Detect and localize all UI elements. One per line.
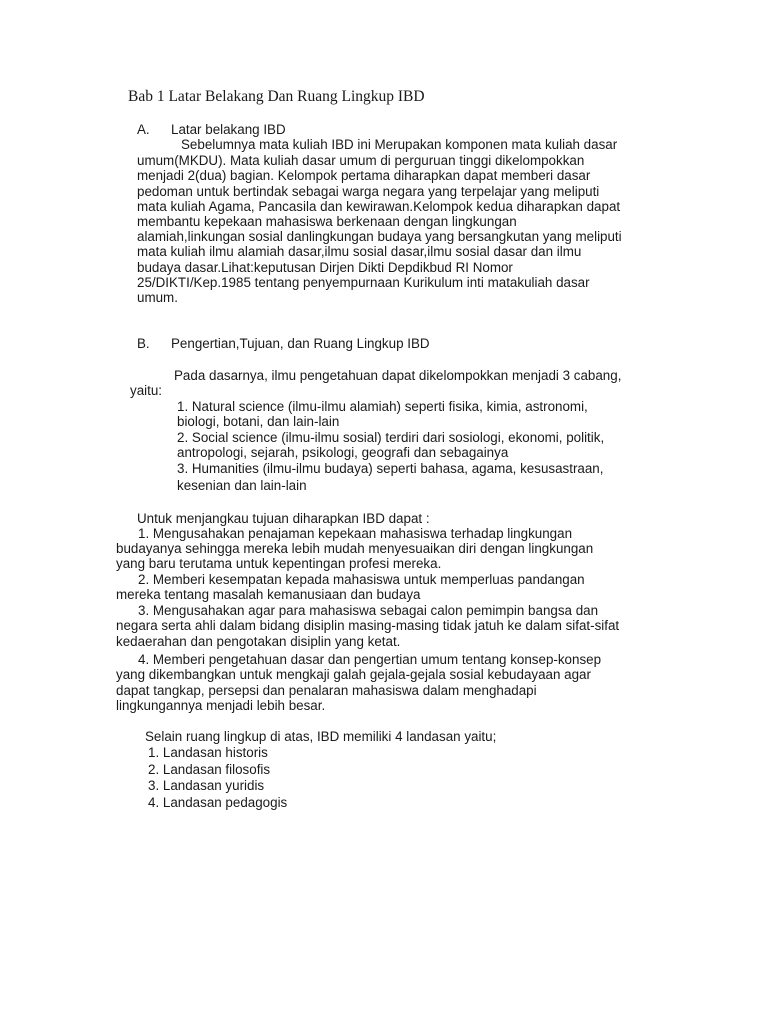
- branch-item: biologi, botani, dan lain-lain: [177, 414, 340, 429]
- goal-line: 3. Mengusahakan agar para mahasiswa sebagai calon pemimpin bangsa dan: [138, 603, 599, 618]
- goal-line: budayanya sehingga mereka lebih mudah menyesuaikan diri dengan lingkungan: [116, 541, 594, 556]
- section-a-line: Sebelumnya mata kuliah IBD ini Merupakan komponen mata kuliah dasar: [181, 137, 618, 152]
- goal-line: negara serta ahli dalam bidang disiplin masing-masing tidak jatuh ke dalam sifat-sifat: [116, 618, 620, 633]
- section-a-line: alamiah,linkungan sosial danlingkungan budaya yang bersangkutan yang meliputi: [137, 229, 622, 244]
- foundation-item: 2. Landasan filosofis: [148, 762, 271, 777]
- section-a-line: menjadi 2(dua) bagian. Kelompok pertama diharapkan dapat memberi dasar: [137, 168, 591, 183]
- foundations-intro: Selain ruang lingkup di atas, IBD memiliki 4 landasan yaitu;: [145, 729, 497, 744]
- section-a-line: mata kuliah Agama, Pancasila dan kewirawan.Kelompok kedua diharapkan dapat: [137, 199, 621, 214]
- section-a-line: umum.: [137, 290, 178, 305]
- foundation-item: 3. Landasan yuridis: [148, 778, 265, 793]
- section-b-heading: Pengertian,Tujuan, dan Ruang Lingkup IBD: [171, 336, 430, 351]
- section-b-intro: Pada dasarnya, ilmu pengetahuan dapat dikelompokkan menjadi 3 cabang,: [174, 368, 622, 383]
- section-a-line: umum(MKDU). Mata kuliah dasar umum di perguruan tinggi dikelompokkan: [137, 153, 585, 168]
- section-a-line: membantu kepekaan mahasiswa berkenaan dengan lingkungan: [137, 214, 517, 229]
- goals-intro: Untuk menjangkau tujuan diharapkan IBD dapat :: [137, 511, 430, 526]
- section-a-heading: Latar belakang IBD: [171, 122, 286, 137]
- goal-line: yang dikembangkan untuk mengkaji galah gejala-gejala sosial kebudayaan agar: [116, 667, 591, 682]
- section-a-line: mata kuliah ilmu alamiah dasar,ilmu sosial dasar,ilmu sosial dasar dan ilmu: [137, 244, 582, 259]
- goal-line: 1. Mengusahakan penajaman kepekaan mahasiswa terhadap lingkungan: [138, 526, 573, 541]
- branch-item: kesenian dan lain-lain: [177, 478, 307, 493]
- section-a-line: 25/DIKTI/Kep.1985 tentang penyempurnaan Kurikulum inti matakuliah dasar: [137, 275, 590, 290]
- branch-item: antropologi, sejarah, psikologi, geografi dan sebagainya: [177, 445, 509, 460]
- section-b-marker: B.: [137, 336, 150, 351]
- branch-item: 3. Humanities (ilmu-ilmu budaya) seperti bahasa, agama, kesusastraan,: [177, 461, 604, 476]
- branch-item: 2. Social science (ilmu-ilmu sosial) terdiri dari sosiologi, ekonomi, politik,: [177, 430, 605, 445]
- foundation-item: 4. Landasan pedagogis: [148, 795, 288, 810]
- section-a-line: budaya dasar.Lihat:keputusan Dirjen Dikti Depdikbud RI Nomor: [137, 260, 513, 275]
- goal-line: yang baru terutama untuk kepentingan profesi mereka.: [116, 556, 442, 571]
- branch-item: 1. Natural science (ilmu-ilmu alamiah) seperti fisika, kimia, astronomi,: [177, 399, 588, 414]
- document-title: Bab 1 Latar Belakang Dan Ruang Lingkup IBD: [128, 88, 425, 105]
- goal-line: 4. Memberi pengetahuan dasar dan pengertian umum tentang konsep-konsep: [138, 652, 602, 667]
- foundation-item: 1. Landasan historis: [148, 745, 268, 760]
- section-a-line: pedoman untuk bertindak sebagai warga negara yang terpelajar yang meliputi: [137, 184, 600, 199]
- goal-line: mereka tentang masalah kemanusiaan dan budaya: [116, 587, 421, 602]
- section-a-marker: A.: [137, 122, 150, 137]
- goal-line: lingkungannya menjadi lebih besar.: [116, 698, 326, 713]
- goal-line: dapat tangkap, persepsi dan penalaran mahasiswa dalam menghadapi: [116, 683, 537, 698]
- goal-line: 2. Memberi kesempatan kepada mahasiswa untuk memperluas pandangan: [138, 572, 585, 587]
- goal-line: kedaerahan dan pengotakan disiplin yang ketat.: [116, 634, 401, 649]
- section-b-intro: yaitu:: [130, 383, 163, 398]
